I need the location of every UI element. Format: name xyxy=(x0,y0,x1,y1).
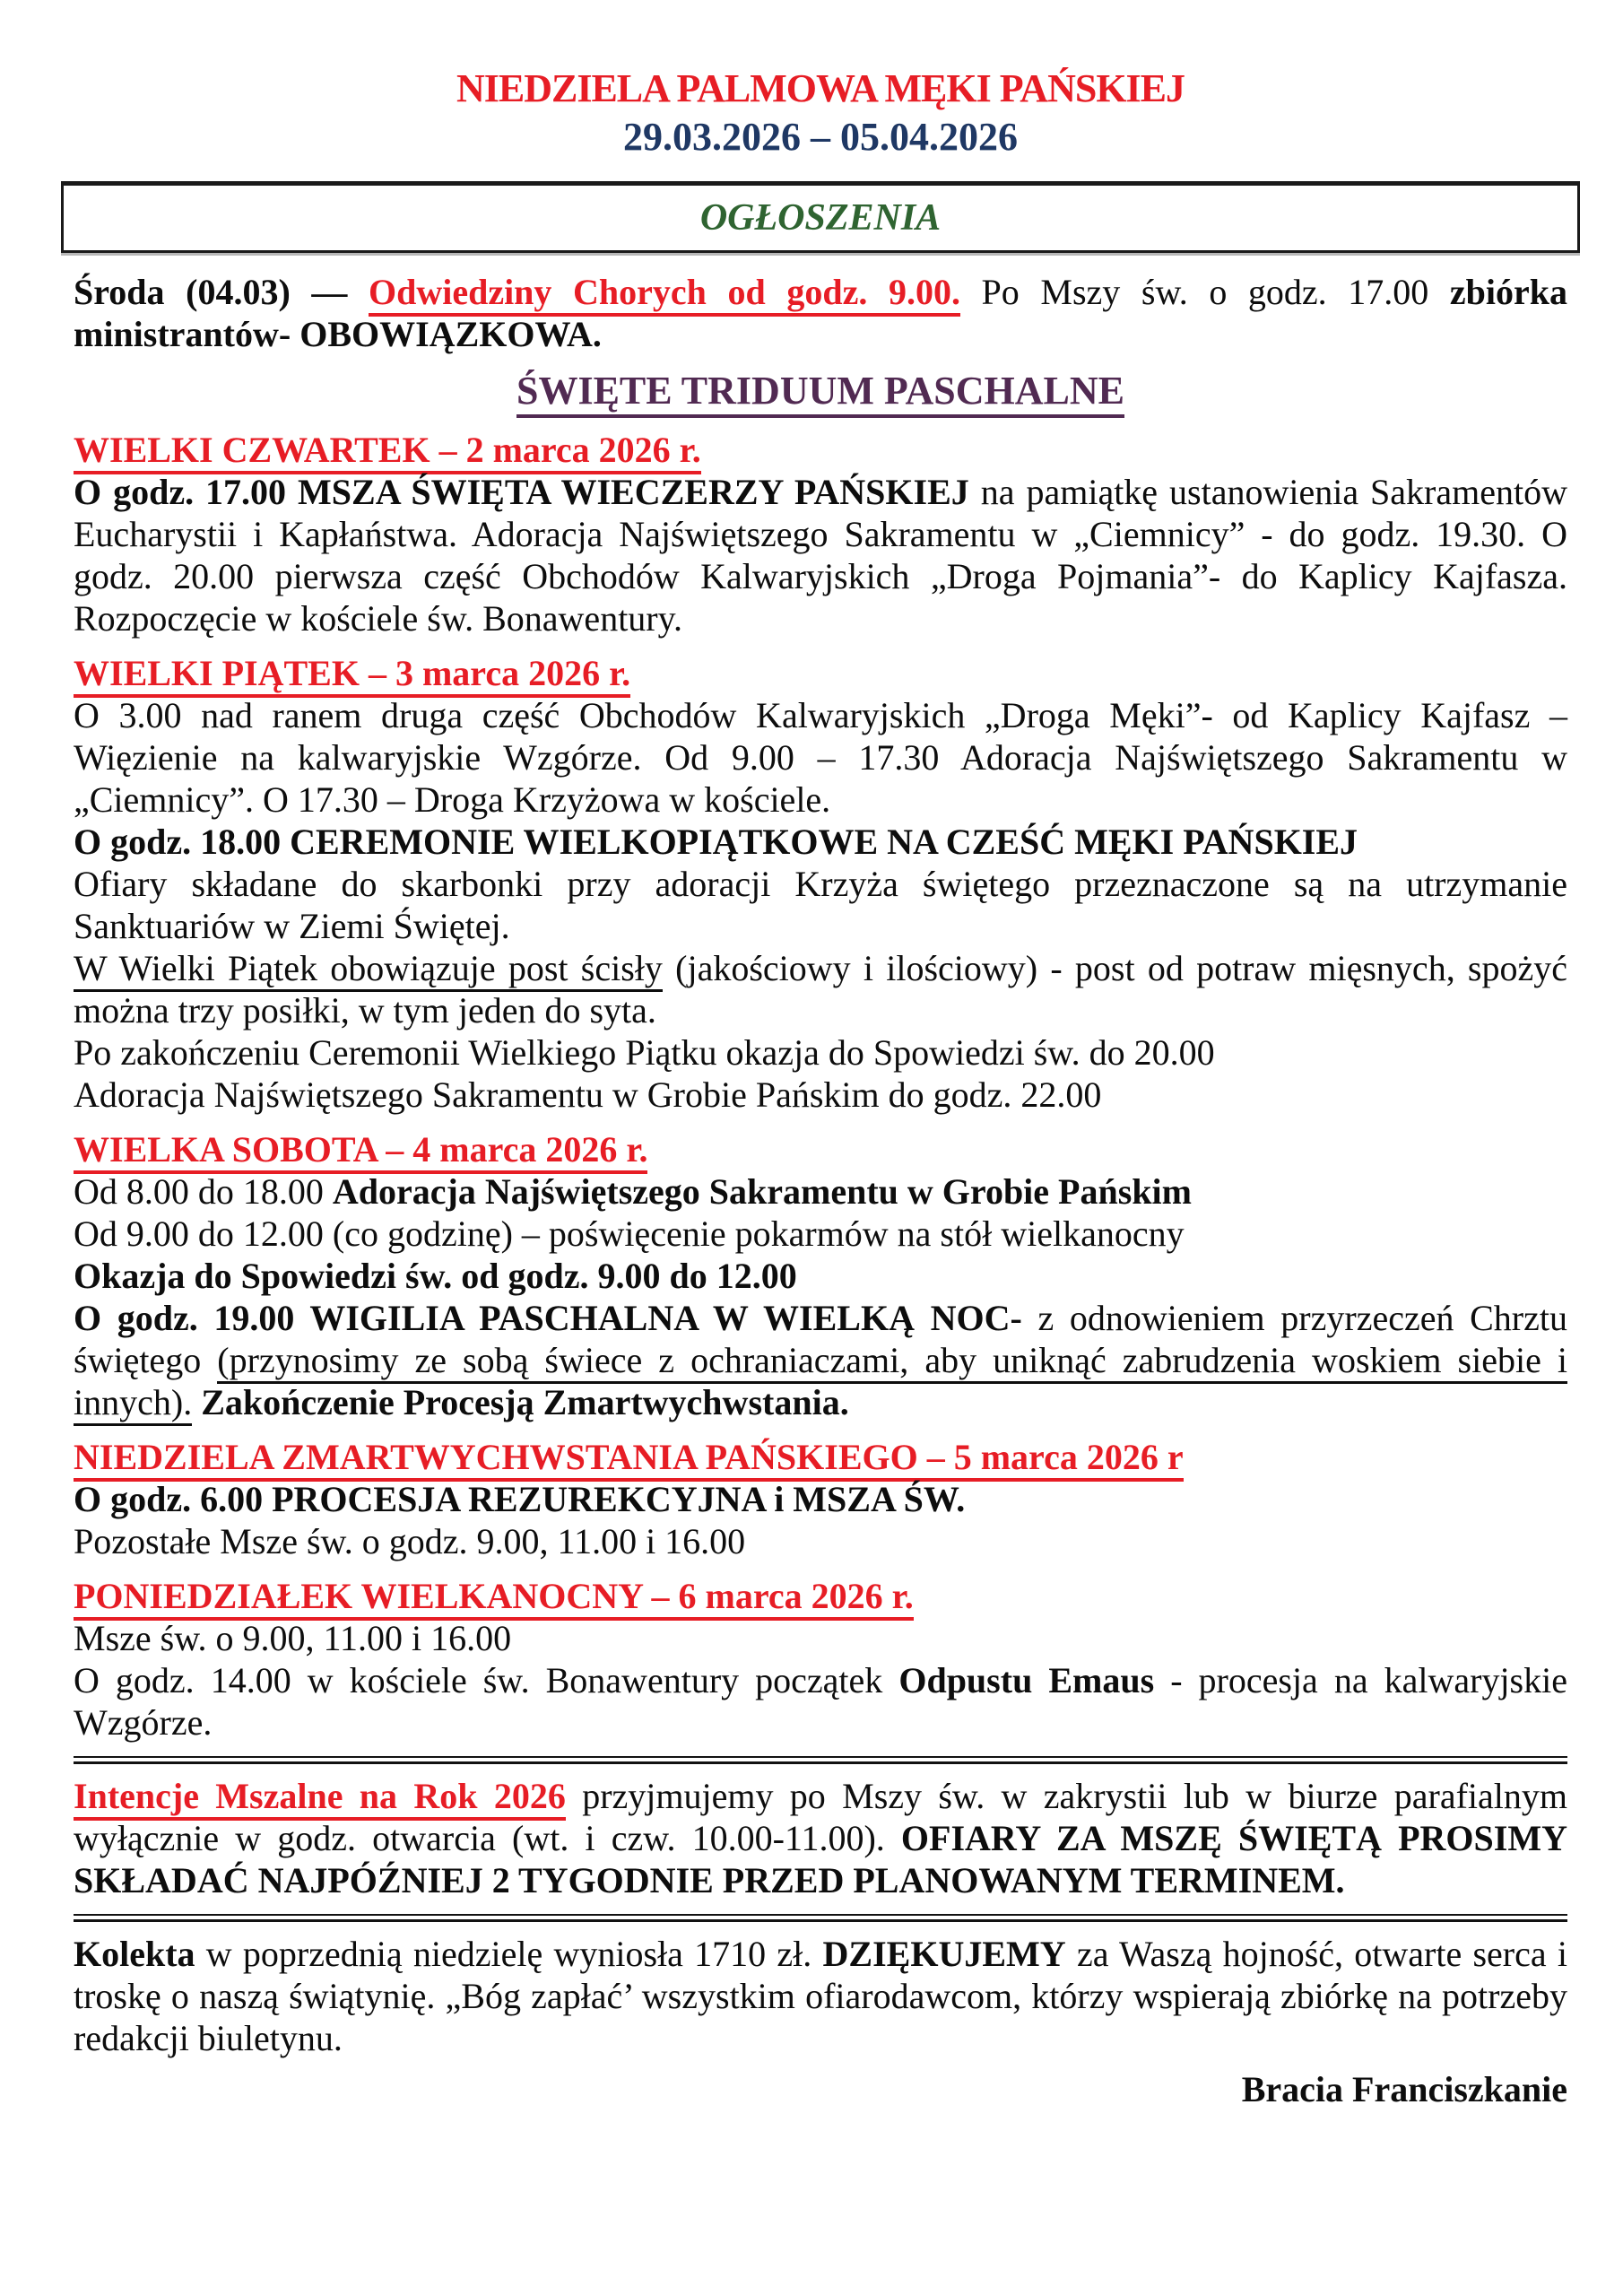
mass-intentions-notice: OFIARY ZA MSZĘ ŚWIĘTĄ PROSIMY SKŁADAĆ NAJPÓŹNIEJ 2 TYGODNIE PRZED PLANOWANYM TERMINEM. xyxy=(74,1818,1567,1900)
announcements-banner-label: OGŁOSZENIA xyxy=(699,197,942,239)
emaus-lead: O godz. 14.00 w kościele św. Bonawentury początek xyxy=(74,1660,899,1700)
candles-note-underlined: (przynosimy ze sobą świece z ochraniaczami, aby uniknąć zabrudzenia woskiem siebie i innych). xyxy=(74,1340,1567,1426)
easter-sunday-heading xyxy=(74,1436,1567,1478)
holy-thursday-heading-text: WIELKI CZWARTEK – 2 marca 2026 r. xyxy=(74,430,701,474)
holy-thursday-body: na pamiątkę ustanowienia Sakramentów Eucharystii i Kapłaństwa. Adoracja Najświętszego Sakramentu w „Ciemnicy” - do godz. 19.30. O godz. 20.00 pierwsza część Obchodów Kalwaryjskich „Droga Pojmania”- do Kaplicy Kajfasza. Rozpoczęcie w kościele św. Bonawentury. xyxy=(74,472,1567,639)
emaus-paragraph xyxy=(74,1659,1567,1744)
easter-monday-heading xyxy=(74,1575,1567,1617)
section-holy-thursday xyxy=(74,429,1567,639)
altar-servers-meeting: zbiórka ministrantów- OBOWIĄZKOWA. xyxy=(74,272,1567,354)
sunday-masses-line: Pozostałe Msze św. o godz. 9.00, 11.00 i 16.00 xyxy=(74,1521,746,1561)
adoration-hours: Od 8.00 do 18.00 xyxy=(74,1171,333,1212)
confession-line: Po zakończeniu Ceremonii Wielkiego Piątku okazja do Spowiedzi św. do 20.00 xyxy=(74,1032,1215,1073)
section-good-friday xyxy=(74,652,1567,1116)
monday-masses-line: Msze św. o 9.00, 11.00 i 16.00 xyxy=(74,1618,512,1658)
collection-lead: Kolekta xyxy=(74,1934,195,1974)
food-blessing-line: Od 9.00 do 12.00 (co godzinę) – poświęcenie pokarmów na stół wielkanocny xyxy=(74,1213,1185,1254)
easter-vigil-middle: z odnowieniem przyrzeczeń Chrztu świętego xyxy=(74,1298,1567,1380)
collection-paragraph xyxy=(74,1933,1567,2059)
easter-sunday-heading-text: NIEDZIELA ZMARTWYCHWSTANIA PAŃSKIEGO – 5 marca 2026 r xyxy=(74,1437,1184,1482)
easter-monday-heading-text: PONIEDZIAŁEK WIELKANOCNY – 6 marca 2026 r. xyxy=(74,1576,914,1621)
good-friday-paragraph xyxy=(74,694,1567,821)
saturday-confession-line: Okazja do Spowiedzi św. od godz. 9.00 do 12.00 xyxy=(74,1256,797,1296)
good-friday-heading xyxy=(74,652,1567,694)
holy-thursday-paragraph xyxy=(74,471,1567,639)
holy-thursday-heading xyxy=(74,429,1567,471)
tomb-adoration-line: Adoracja Najświętszego Sakramentu w Grobie Pańskim do godz. 22.00 xyxy=(74,1074,1102,1115)
mass-of-lords-supper: O godz. 17.00 MSZA ŚWIĘTA WIECZERZY PAŃSKIEJ xyxy=(74,472,981,512)
good-friday-heading-text: WIELKI PIĄTEK – 3 marca 2026 r. xyxy=(74,653,630,698)
holy-saturday-heading-text: WIELKA SOBOTA – 4 marca 2026 r. xyxy=(74,1129,647,1174)
section-holy-saturday xyxy=(74,1128,1567,1423)
easter-vigil-bold: O godz. 19.00 WIGILIA PASCHALNA W WIELKĄ NOC- xyxy=(74,1298,1038,1338)
triduum-heading-line xyxy=(74,366,1567,416)
divider-rule-bottom xyxy=(74,1914,1567,1922)
collection-text-2: za Waszą hojność, otwarte serca i troskę o naszą świątynię. „Bóg zapłać’ wszystkim ofiarodawcom, którzy wspierają zbiórkę na potrzeby redakcji biuletynu. xyxy=(74,1934,1567,2058)
announcements-banner xyxy=(61,181,1580,253)
emaus-bold: Odpustu Emaus xyxy=(898,1660,1155,1700)
resurrection-procession-bold: Zakończenie Procesją Zmartwychwstania. xyxy=(192,1382,849,1422)
good-friday-body: O 3.00 nad ranem druga część Obchodów Kalwaryjskich „Droga Męki”- od Kaplicy Kajfasz – Więzienie na kalwaryjskie Wzgórze. Od 9.00 – 17.30 Adoracja Najświętszego Sakramentu w „Ciemnicy”. O 17.30 – Droga Krzyżowa w kościele. xyxy=(74,695,1567,820)
fasting-rule-rest: (jakościowy i ilościowy) - post od potraw mięsnych, spożyć można trzy posiłki, w tym jeden do syta. xyxy=(74,948,1568,1031)
mass-intentions-body: przyjmujemy po Mszy św. w zakrystii lub w biurze parafialnym wyłącznie w godz. otwarcia (wt. i czw. 10.00-11.00). xyxy=(74,1776,1568,1858)
section-easter-monday xyxy=(74,1575,1567,1744)
emaus-end: - procesja na kalwaryjskie Wzgórze. xyxy=(74,1660,1567,1743)
holy-saturday-heading xyxy=(74,1128,1567,1170)
signature: Bracia Franciszkanie xyxy=(1241,2069,1567,2109)
wednesday-middle: Po Mszy św. o godz. 17.00 xyxy=(959,272,1450,312)
wednesday-notice xyxy=(74,271,1567,355)
section-easter-sunday xyxy=(74,1436,1567,1562)
wednesday-lead: Środa (04.03) — xyxy=(74,272,369,312)
sick-visits-highlight: Odwiedziny Chorych od godz. 9.00. xyxy=(369,272,960,317)
divider-rule-top xyxy=(74,1756,1567,1764)
resurrection-procession-line: O godz. 6.00 PROCESJA REZUREKCYJNA i MSZA ŚW. xyxy=(74,1479,966,1519)
collection-thanks: DZIĘKUJEMY xyxy=(822,1934,1066,1974)
easter-vigil-paragraph xyxy=(74,1297,1567,1423)
page-title: NIEDZIELA PALMOWA MĘKI PAŃSKIEJ xyxy=(456,66,1185,110)
offerings-paragraph: Ofiary składane do skarbonki przy adoracji Krzyża świętego przeznaczone są na utrzymanie Sanktuariów w Ziemi Świętej. xyxy=(74,864,1567,946)
mass-intentions-highlight: Intencje Mszalne na Rok 2026 xyxy=(74,1776,566,1821)
fasting-paragraph xyxy=(74,947,1567,1031)
saturday-adoration-line xyxy=(74,1170,1567,1213)
adoration-bold: Adoracja Najświętszego Sakramentu w Grobie Pańskim xyxy=(332,1171,1192,1212)
date-range: 29.03.2026 – 05.04.2026 xyxy=(623,115,1018,159)
mass-intentions-paragraph xyxy=(74,1775,1567,1901)
fasting-rule-underlined: W Wielki Piątek obowiązuje post ścisły xyxy=(74,948,663,992)
collection-text-1: w poprzednią niedzielę wyniosła 1710 zł. xyxy=(195,1934,823,1974)
good-friday-ceremony-line: O godz. 18.00 CEREMONIE WIELKOPIĄTKOWE NA CZEŚĆ MĘKI PAŃSKIEJ xyxy=(74,822,1358,862)
triduum-heading: ŚWIĘTE TRIDUUM PASCHALNE xyxy=(516,369,1124,418)
